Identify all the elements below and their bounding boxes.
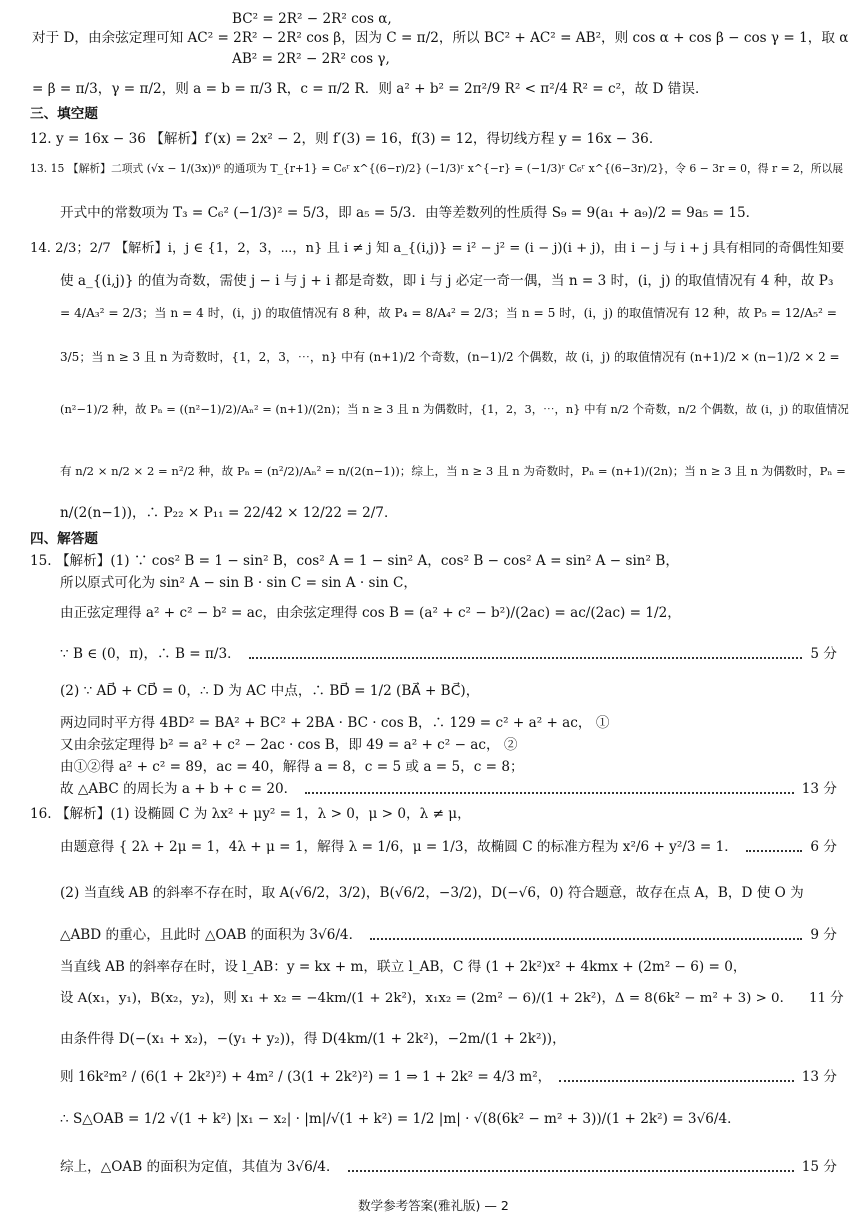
- text-line: 两边同时平方得 4BD² = BA² + BC² + 2BA · BC · cos B，∴ 129 = c² + a² + ac， ①: [60, 715, 610, 731]
- text-line: 当直线 AB 的斜率存在时，设 l_AB：y = kx + m，联立 l_AB，C 得 (1 + 2k²)x² + 4kmx + (2m² − 6) = 0，: [60, 959, 747, 975]
- text-line: 13. 15 【解析】二项式 (√x − 1/(3x))⁶ 的通项为 T_{r+1} = C₆ʳ x^{(6−r)/2} (−1/3)ʳ x^{−r} = (−1/3)ʳ C₆ʳ x^{(6−3r)/2}，令 6 − 3r = 0，得 r = 2，所以展: [30, 162, 844, 175]
- text-line: [60, 780, 837, 798]
- score-label: 6 分: [810, 839, 837, 855]
- text-line: n/(2(n−1))，∴ P₂₂ × P₁₁ = 22/42 × 12/22 = 2/7．: [60, 505, 398, 521]
- text-line: 12. y = 16x − 36 【解析】f′(x) = 2x² − 2，则 f′(3) = 16，f(3) = 12，得切线方程 y = 16x − 36．: [30, 131, 663, 147]
- line-text: 故 △ABC 的周长为 a + b + c = 20．: [60, 781, 298, 797]
- text-line: 所以原式可化为 sin² A − sin B · sin C = sin A · sin C，: [60, 575, 417, 591]
- text-line: BC² = 2R² − 2R² cos α,: [232, 11, 392, 27]
- line-text: △ABD 的重心，且此时 △OAB 的面积为 3√6/4．: [60, 927, 363, 943]
- section-heading: 四、解答题: [30, 531, 98, 547]
- text-line: [60, 926, 837, 944]
- dotted-leader: [559, 1080, 794, 1082]
- text-line: 14. 2/3；2/7 【解析】i，j ∈ {1，2，3，⋯，n} 且 i ≠ j 知 a_{(i,j)} = i² − j² = (i − j)(i + j)，由 i − j 与 i + j 具有相同的奇偶性知要: [30, 241, 845, 256]
- text-line: [60, 1068, 837, 1086]
- text-line: = 4/A₃² = 2/3；当 n = 4 时，(i，j) 的取值情况有 8 种，故 P₄ = 8/A₄² = 2/3；当 n = 5 时，(i，j) 的取值情况有 12 种，故 P₅ = 12/A₅² =: [60, 306, 837, 320]
- text-line: 由条件得 D(−(x₁ + x₂)，−(y₁ + y₂))，得 D(4km/(1 + 2k²)，−2m/(1 + 2k²))，: [60, 1031, 566, 1047]
- dotted-leader: [249, 657, 803, 659]
- score-label: 13 分: [801, 781, 837, 797]
- text-line: 由正弦定理得 a² + c² − b² = ac，由余弦定理得 cos B = (a² + c² − b²)/(2ac) = ac/(2ac) = 1/2，: [60, 605, 681, 621]
- score-label: 5 分: [810, 646, 837, 662]
- dotted-leader: [370, 938, 802, 940]
- text-line: = β = π/3，γ = π/2，则 a = b = π/3 R，c = π/2 R．则 a² + b² = 2π²/9 R² < π²/4 R² = c²，故 D 错误．: [32, 81, 709, 97]
- text-line: 由①②得 a² + c² = 89，ac = 40，解得 a = 8，c = 5 或 a = 5，c = 8；: [60, 759, 524, 775]
- line-text: 由题意得 { 2λ + 2μ = 1，4λ + μ = 1，解得 λ = 1/6，μ = 1/3，故椭圆 C 的标准方程为 x²/6 + y²/3 = 1．: [60, 839, 738, 855]
- dotted-leader: [746, 850, 803, 852]
- text-line: 使 a_{(i,j)} 的值为奇数，需使 j − i 与 j + i 都是奇数，即 i 与 j 必定一奇一偶，当 n = 3 时，(i，j) 的取值情况有 4 种，故 P₃: [60, 273, 834, 289]
- text-line: (2) 当直线 AB 的斜率不存在时，取 A(√6/2，3/2)，B(√6/2，−3/2)，D(−√6，0) 符合题意，故存在点 A，B，D 使 O 为: [60, 885, 804, 901]
- score-label: 9 分: [810, 927, 837, 943]
- text-line: [60, 990, 844, 1008]
- text-line: 有 n/2 × n/2 × 2 = n²/2 种，故 Pₙ = (n²/2)/Aₙ² = n/(2(n−1))；综上，当 n ≥ 3 且 n 为奇数时，Pₙ = (n+1)/(2n)；当 n ≥ 3 且 n 为偶数时，Pₙ =: [60, 464, 846, 478]
- text-line: [60, 838, 837, 856]
- text-line: [60, 1158, 837, 1176]
- score-label: 11 分: [808, 991, 844, 1006]
- text-line: 15. 【解析】(1) ∵ cos² B = 1 − sin² B，cos² A = 1 − sin² A，cos² B − cos² A = sin² A − sin² B，: [30, 553, 679, 569]
- score-label: 13 分: [801, 1069, 837, 1085]
- section-heading: 三、填空题: [30, 106, 98, 122]
- text-line: [60, 645, 837, 663]
- line-text: 设 A(x₁，y₁)，B(x₂，y₂)，则 x₁ + x₂ = −4km/(1 + 2k²)，x₁x₂ = (2m² − 6)/(1 + 2k²)，Δ = 8(6k² − m² + 3) > 0．: [60, 991, 793, 1006]
- line-text: 则 16k²m² / (6(1 + 2k²)²) + 4m² / (3(1 + 2k²)²) = 1 ⇒ 1 + 2k² = 4/3 m²，: [60, 1069, 552, 1085]
- text-line: 开式中的常数项为 T₃ = C₆² (−1/3)² = 5/3，即 a₅ = 5/3．由等差数列的性质得 S₉ = 9(a₁ + a₉)/2 = 9a₅ = 15．: [60, 205, 760, 221]
- line-text: ∵ B ∈ (0，π)，∴ B = π/3．: [60, 646, 241, 662]
- text-line: (n²−1)/2 种，故 Pₙ = ((n²−1)/2)/Aₙ² = (n+1)/(2n)；当 n ≥ 3 且 n 为偶数时，{1，2，3，⋯，n} 中有 n/2 个奇数，n/2 个偶数，故 (i，j) 的取值情况: [60, 402, 849, 416]
- text-line: ∴ S△OAB = 1/2 √(1 + k²) |x₁ − x₂| · |m|/√(1 + k²) = 1/2 |m| · √(8(6k² − m² + 3))/(1 + 2k²) = 3√6/4．: [60, 1111, 741, 1127]
- score-label: 15 分: [801, 1159, 837, 1175]
- dotted-leader: [305, 792, 794, 794]
- dotted-leader: [348, 1170, 794, 1172]
- text-line: 又由余弦定理得 b² = a² + c² − 2ac · cos B，即 49 = a² + c² − ac， ②: [60, 737, 518, 753]
- text-line: AB² = 2R² − 2R² cos γ,: [232, 51, 390, 67]
- text-line: 3/5；当 n ≥ 3 且 n 为奇数时，{1，2，3，⋯，n} 中有 (n+1)/2 个奇数，(n−1)/2 个偶数，故 (i，j) 的取值情况有 (n+1)/2 × (n−1)/2 × 2 =: [60, 350, 840, 364]
- text-line: 对于 D，由余弦定理可知 AC² = 2R² − 2R² cos β，因为 C = π/2，所以 BC² + AC² = AB²，则 cos α + cos β − cos γ = 1，取 α: [32, 30, 849, 46]
- page-footer: 数学参考答案(雅礼版) — 2: [358, 1198, 509, 1213]
- line-text: 综上，△OAB 的面积为定值，其值为 3√6/4．: [60, 1159, 340, 1175]
- text-line: 16. 【解析】(1) 设椭圆 C 为 λx² + μy² = 1，λ > 0，μ > 0，λ ≠ μ，: [30, 806, 471, 822]
- text-line: (2) ∵ AD⃗ + CD⃗ = 0，∴ D 为 AC 中点，∴ BD⃗ = 1/2 (BA⃗ + BC⃗)，: [60, 683, 480, 699]
